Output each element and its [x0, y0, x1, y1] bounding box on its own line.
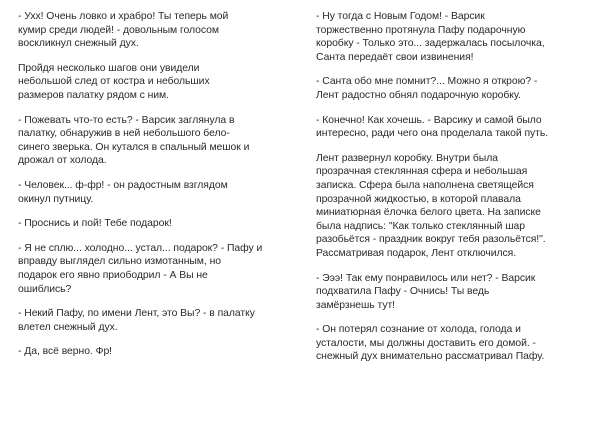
paragraph: Лент развернул коробку. Внутри была прозрачная стеклянная сфера и небольшая записка. Сфера была наполнена светящейся прозрачной жидкостью, в которой плавала миниатюрная ёлочка белого цвета. На записке была надпись: "Как только стеклянный шар разобьётся - праздник вокруг тебя разольётся!". Рассматривая подарок, Лент отключился.: [316, 152, 546, 259]
paragraph: - Ну тогда с Новым Годом! - Варсик торжественно протянула Пафу подарочную коробку - Только это... задержалась посылочка, Санта передаёт свои извинения!: [316, 11, 545, 63]
paragraph: - Некий Пафу, по имени Лент, это Вы? - в палатку влетел снежный дух.: [18, 308, 255, 333]
paragraph: Пройдя несколько шагов они увидели небольшой след от костра и небольших размеров палатку рядом с ним.: [18, 62, 210, 101]
paragraph: - Санта обо мне помнит?... Можно я открою? - Лент радостно обнял подарочную коробку.: [316, 76, 538, 101]
paragraph: - Конечно! Как хочешь. - Варсику и самой было интересно, ради чего она проделала такой путь.: [316, 114, 549, 140]
paragraph: - Да, всё верно. Фр!: [18, 346, 113, 358]
right-text-column: [316, 10, 588, 375]
paragraph: - Проснись и пой! Тебе подарок!: [18, 218, 172, 230]
paragraph: - Эээ! Так ему понравилось или нет? - Варсик подхватила Пафу - Очнись! Ты ведь замёрзнешь тут!: [316, 272, 536, 311]
paragraph: - Я не сплю... холодно... устал... подарок? - Пафу и вправду выглядел сильно измотанным, но подарок его явно приободрил - А Вы не ошиблись?: [18, 242, 263, 295]
paragraph: - Ухх! Очень ловко и храбро! Ты теперь мой кумир среди людей! - довольным голосом воскликнул снежный дух.: [18, 11, 229, 50]
paragraph: - Он потерял сознание от холода, голода и усталости, мы должны доставить его домой. - снежный дух внимательно рассматривал Пафу.: [316, 324, 545, 363]
paragraph: - Человек... ф-фр! - он радостным взглядом окинул путницу.: [18, 179, 228, 205]
paragraph: - Пожевать что-то есть? - Варсик заглянула в палатку, обнаружив в ней небольшого бело- синего зверька. Он кутался в спальный мешок и дрожал от холода.: [18, 114, 250, 167]
left-text-column: [18, 10, 288, 370]
